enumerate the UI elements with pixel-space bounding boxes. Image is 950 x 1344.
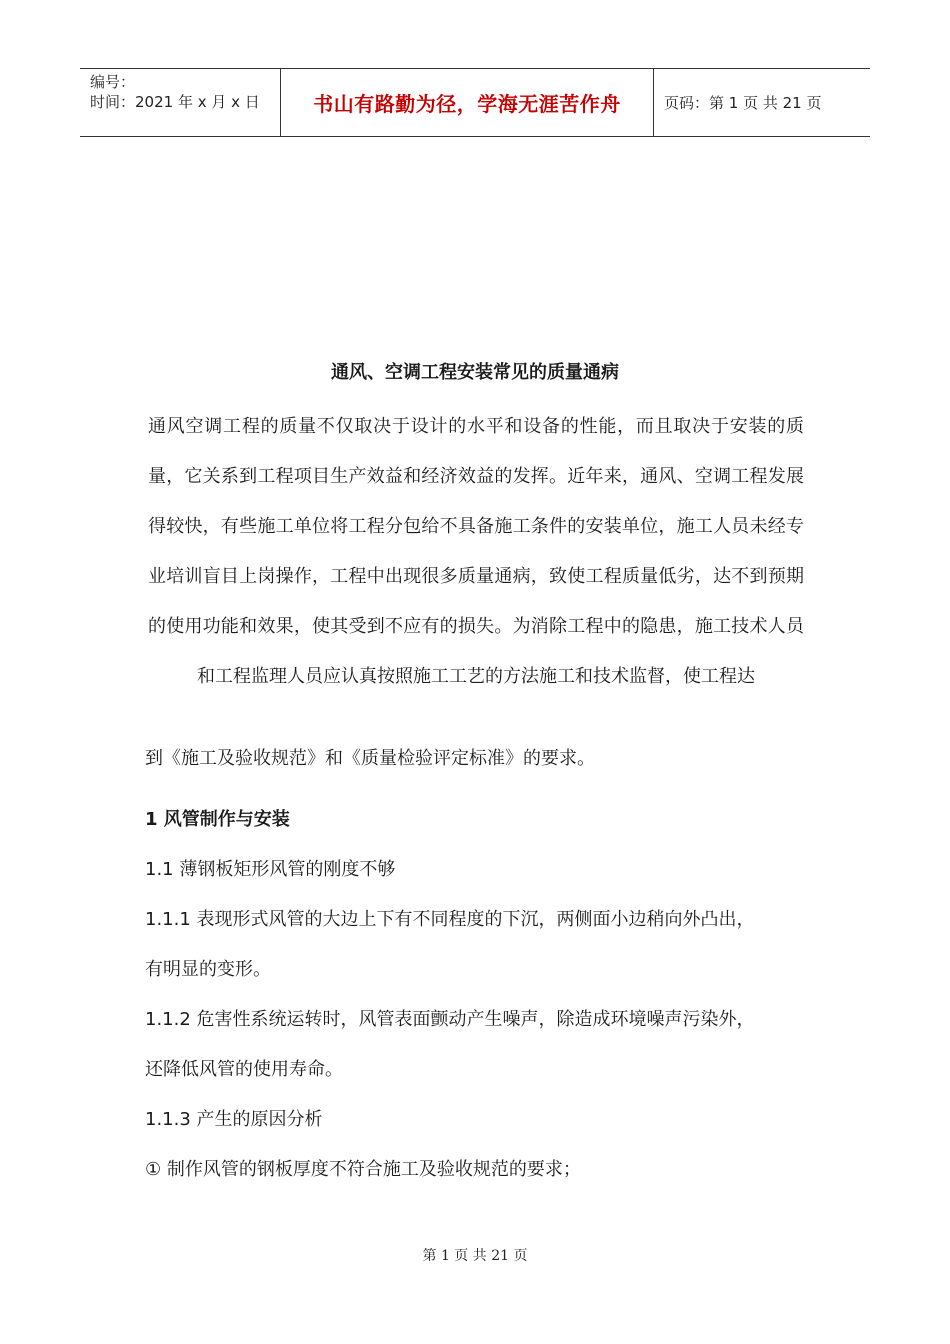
body-line: ① 制作风管的钢板厚度不符合施工及验收规范的要求； — [145, 1159, 581, 1180]
document-title: 通风、空调工程安装常见的质量通病 — [331, 362, 619, 383]
header-meta-cell — [80, 69, 281, 136]
motto-text: 书山有路勤为径，学海无涯苦作舟 — [313, 92, 621, 116]
body-line: 1.1.2 危害性系统运转时，风管表面颤动产生噪声，除造成环境噪声污染外， — [145, 1009, 755, 1030]
header-motto-cell — [281, 69, 654, 136]
body-line: 还降低风管的使用寿命。 — [145, 1059, 343, 1080]
time-label: 时间：2021 年 x 月 x 日 — [90, 93, 260, 111]
intro-continuation: 到《施工及验收规范》和《质量检验评定标准》的要求。 — [145, 748, 595, 769]
subsection-heading: 1.1 薄钢板矩形风管的刚度不够 — [145, 859, 396, 880]
page-footer: 第 1 页 共 21 页 — [422, 1248, 528, 1264]
code-label: 编号： — [90, 73, 136, 91]
body-line: 1.1.1 表现形式风管的大边上下有不同程度的下沉，两侧面小边稍向外凸出， — [145, 909, 755, 930]
header-page-info: 页码：第 1 页 共 21 页 — [664, 94, 822, 112]
intro-paragraph: 通风空调工程的质量不仅取决于设计的水平和设备的性能，而且取决于安装的质量，它关系到工程项目生产效益和经济效益的发挥。近年来，通风、空调工程发展得较快，有些施工单位将工程分包给不具备施工条件的安装单位，施工人员未经专业培训盲目上岗操作，工程中出现很多质量通病，致使工程质量低劣，达不到预期的使用功能和效果，使其受到不应有的损失。为消除工程中的隐患，施工技术人员和工程监理人员应认真按照施工工艺的方法施工和技术监督，使工程达 — [148, 416, 804, 687]
body-line: 有明显的变形。 — [145, 959, 271, 980]
document-header — [80, 68, 870, 137]
section-heading: 1 风管制作与安装 — [145, 809, 290, 830]
header-page-cell — [654, 69, 870, 136]
body-line: 1.1.3 产生的原因分析 — [145, 1109, 323, 1130]
